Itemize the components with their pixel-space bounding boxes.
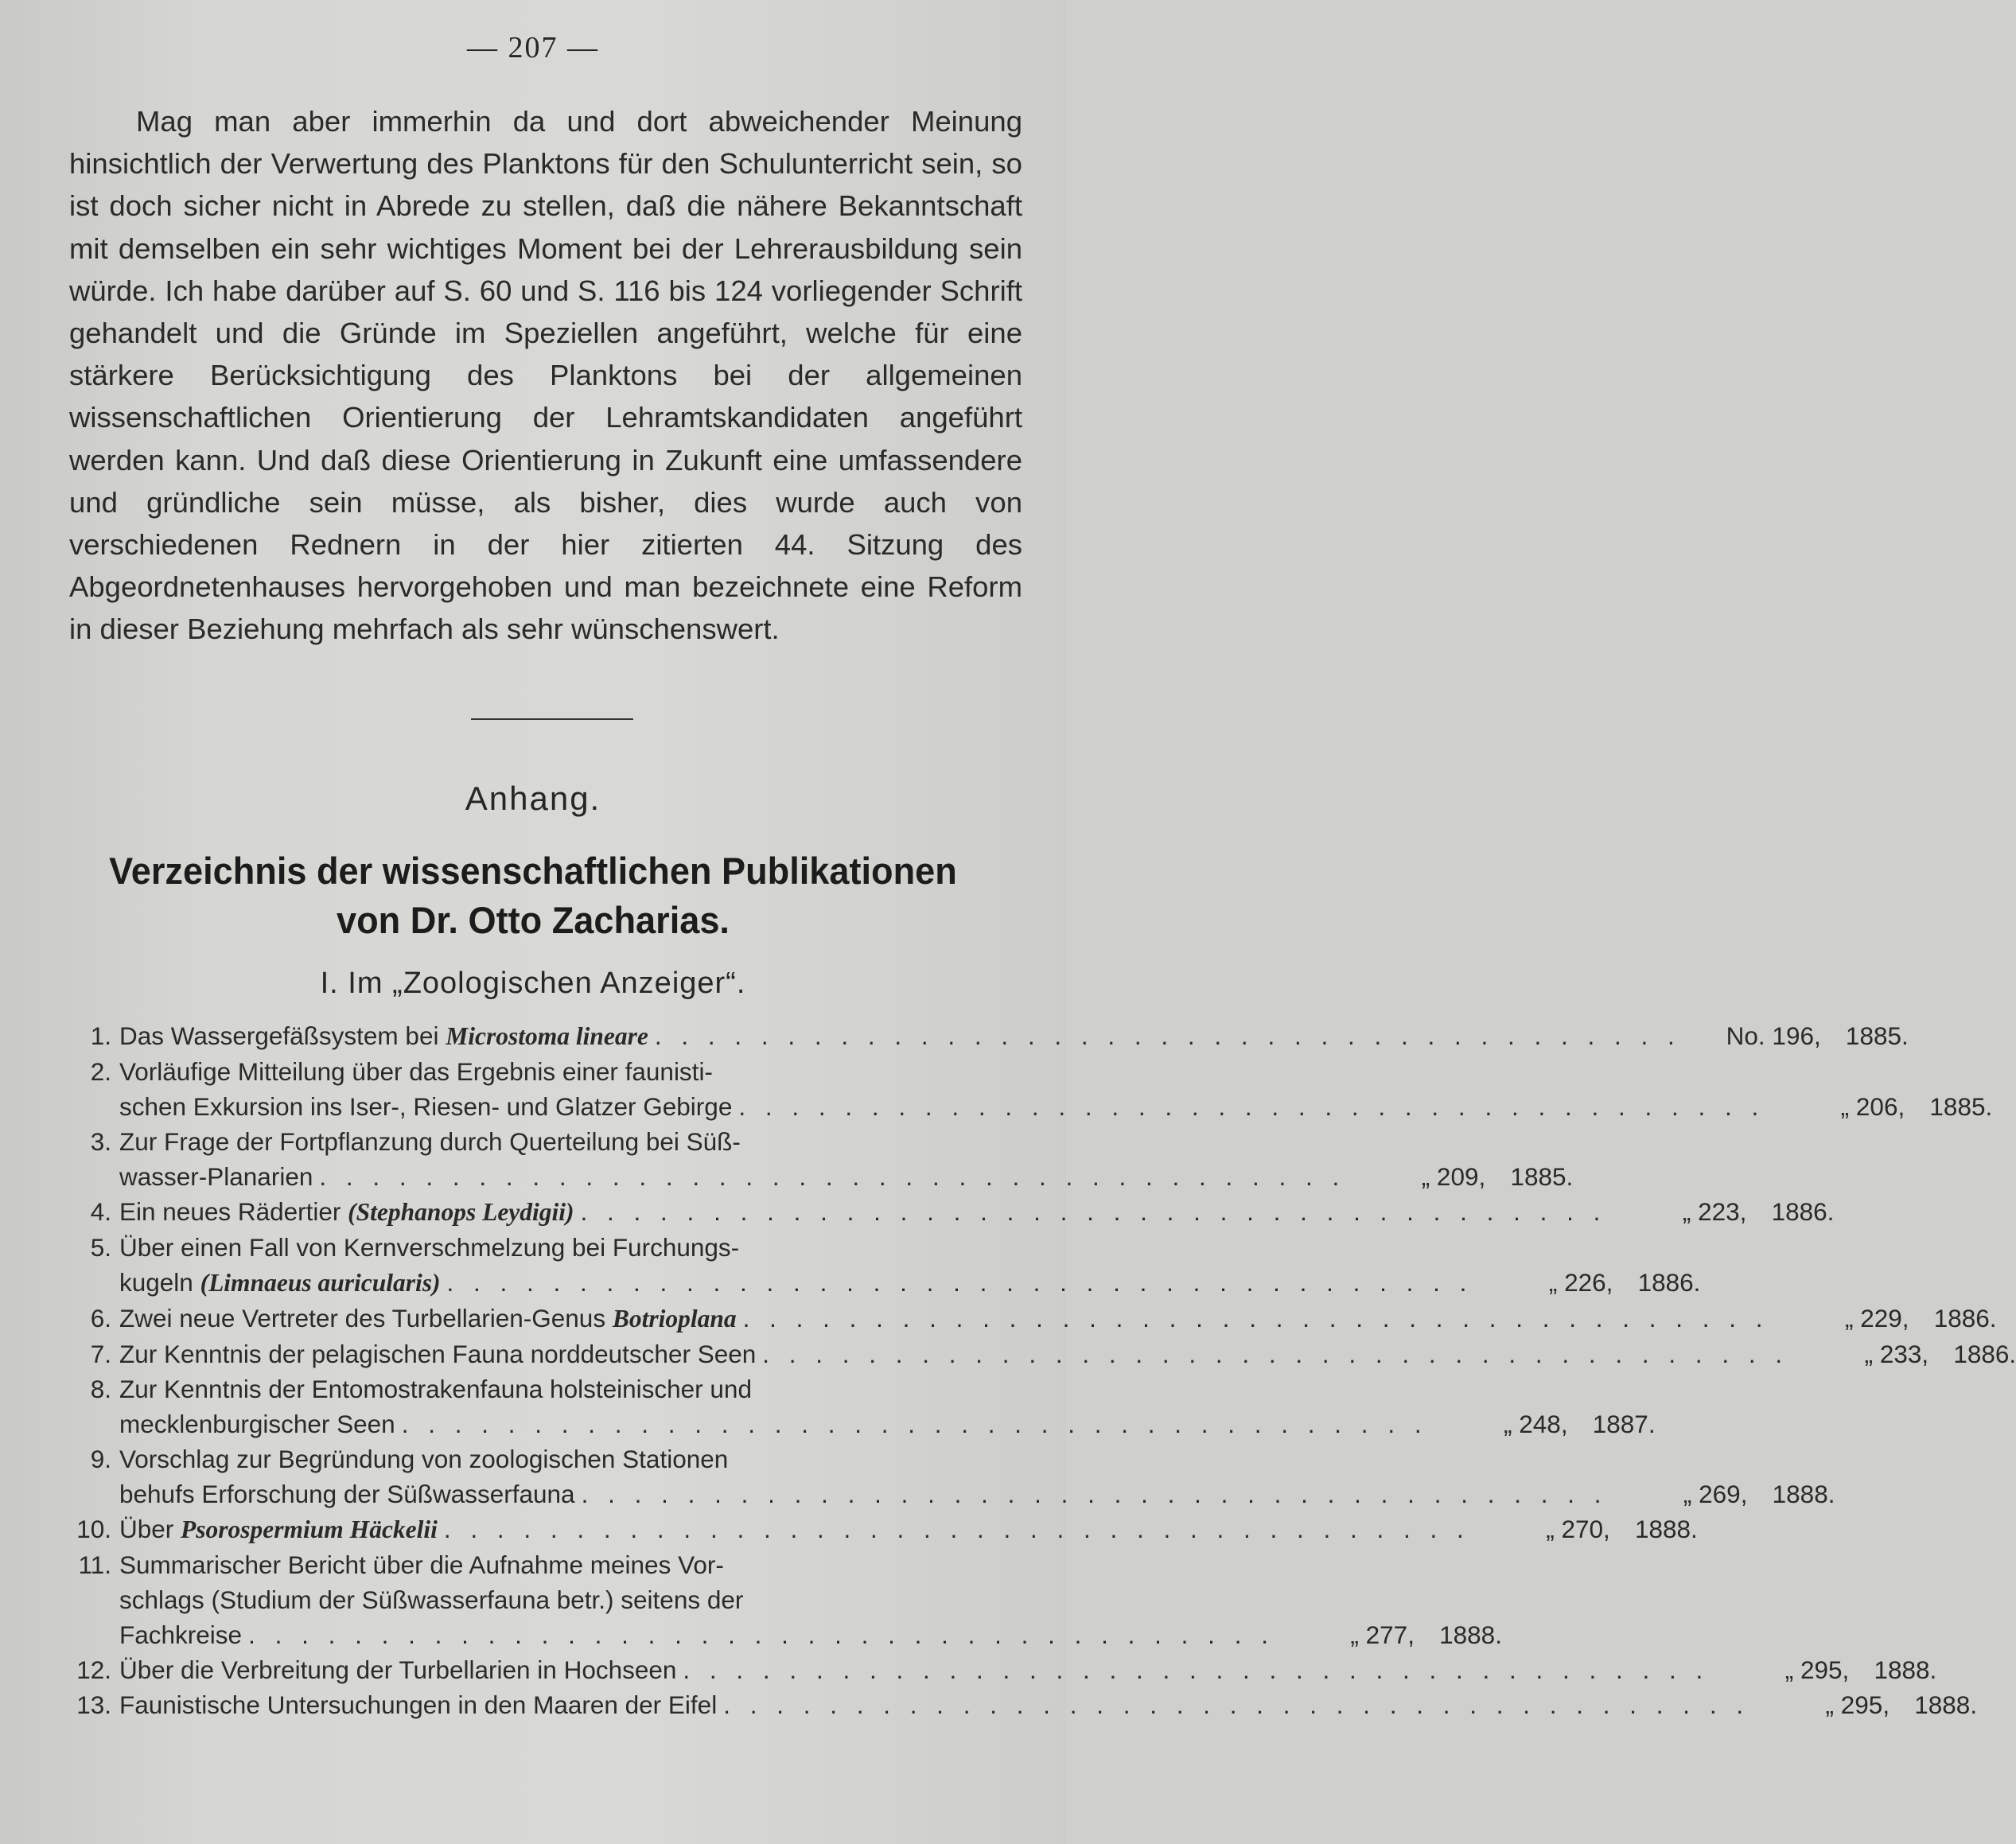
leader-dots: . . . . . . . . . . . . . . . . . . . . . . . . . . . . . . . . . . . . . . . <box>683 1655 1710 1684</box>
entry-body <box>119 1371 1656 1441</box>
leader-dots: . . . . . . . . . . . . . . . . . . . . . . . . . . . . . . . . . . . . . . . <box>654 1021 1681 1050</box>
entry-line <box>119 1476 1835 1511</box>
leader-dots: . . . . . . . . . . . . . . . . . . . . . . . . . . . . . . . . . . . . . . . <box>248 1620 1275 1649</box>
entry-title <box>119 1159 313 1194</box>
entry-line <box>119 1194 1834 1230</box>
entry-title <box>119 1652 676 1687</box>
entry-line <box>119 1089 1992 1124</box>
entry-number: 1. <box>90 1021 111 1050</box>
entry-reference: „ 229, <box>1844 1304 1909 1332</box>
entry-line <box>119 1687 1977 1722</box>
entry-year: 1886. <box>1771 1197 1835 1226</box>
entry-title-text: Zur Frage der Fortpflanzung durch Querteilung bei Süß- <box>119 1127 741 1156</box>
entry-reference: „ 277, <box>1350 1620 1415 1649</box>
entry-number: 2. <box>90 1057 111 1086</box>
entry-title-text: Ein neues Rädertier <box>119 1197 348 1226</box>
list-item <box>72 1301 1997 1336</box>
list-item <box>72 1547 1502 1652</box>
entry-species-name: Botrioplana <box>612 1305 737 1332</box>
entry-year: 1886. <box>1637 1268 1701 1297</box>
entry-reference: „ 269, <box>1683 1480 1748 1508</box>
entry-line <box>119 1265 1700 1301</box>
entry-line <box>119 1652 1936 1687</box>
entry-year: 1888. <box>1634 1515 1698 1543</box>
entry-year: 1885. <box>1845 1021 1909 1050</box>
entry-title <box>119 1018 648 1054</box>
entry-title <box>119 1194 574 1230</box>
list-item <box>72 1018 1909 1054</box>
entry-title-text: Über die Verbreitung der Turbellarien in Hochseen <box>119 1655 677 1684</box>
entry-body <box>119 1124 1573 1194</box>
entry-title <box>119 1089 732 1124</box>
entry-reference: No. 196, <box>1726 1021 1821 1050</box>
leader-dots: . . . . . . . . . . . . . . . . . . . . . . . . . . . . . . . . . . . . . . . <box>443 1515 1470 1543</box>
entry-body <box>119 1301 1997 1336</box>
entry-number: 12. <box>76 1655 111 1684</box>
entry-title-text: schen Exkursion ins Iser-, Riesen- und Glatzer Gebirge <box>119 1092 733 1121</box>
entry-title <box>119 1687 717 1722</box>
entry-line <box>119 1159 1573 1194</box>
entry-number: 10. <box>76 1515 111 1543</box>
entry-title <box>119 1336 756 1371</box>
leader-dots: . . . . . . . . . . . . . . . . . . . . . . . . . . . . . . . . . . . . . . . <box>762 1340 1789 1368</box>
entry-reference: „ 248, <box>1504 1410 1568 1438</box>
entry-species-name: (Stephanops Leydigii) <box>348 1198 574 1226</box>
entry-number: 13. <box>76 1690 111 1719</box>
list-title-line-2: von Dr. Otto Zacharias. <box>337 899 730 941</box>
entry-year: 1887. <box>1592 1410 1656 1438</box>
list-title <box>21 846 1045 945</box>
entry-title-text: Summarischer Bericht über die Aufnahme meines Vor- <box>119 1550 724 1579</box>
entry-species-name: (Limnaeus auricularis) <box>200 1269 441 1297</box>
entry-reference: „ 209, <box>1421 1162 1486 1191</box>
entry-title-text: schlags (Studium der Süßwasserfauna betr.) seitens der <box>119 1585 744 1614</box>
entry-year: 1888. <box>1772 1480 1835 1508</box>
entry-line <box>119 1301 1997 1336</box>
entry-title <box>119 1582 743 1617</box>
entry-body <box>119 1018 1909 1054</box>
entry-line <box>119 1054 1992 1089</box>
body-paragraph <box>69 100 1022 651</box>
entry-year: 1885. <box>1510 1162 1574 1191</box>
entry-title-text: Das Wassergefäßsystem bei <box>119 1021 446 1050</box>
list-item <box>72 1371 1656 1441</box>
entry-body <box>119 1652 1936 1687</box>
entry-title <box>119 1441 728 1476</box>
section-divider <box>471 718 633 720</box>
entry-species-name: Psorospermium Häckelii <box>181 1515 438 1543</box>
entry-reference: „ 295, <box>1784 1655 1850 1684</box>
entry-body <box>119 1230 1700 1301</box>
entry-title-text: Zur Kenntnis der pelagischen Fauna norddeutscher Seen <box>119 1340 757 1368</box>
entry-line <box>119 1124 1573 1159</box>
entry-body <box>119 1336 2016 1371</box>
entry-line <box>119 1511 1698 1547</box>
entry-title <box>119 1476 575 1511</box>
entry-number: 9. <box>90 1445 111 1473</box>
list-item <box>72 1336 2016 1371</box>
list-item <box>72 1054 1993 1124</box>
entry-line <box>119 1018 1909 1054</box>
entry-line <box>119 1441 1835 1476</box>
paragraph-text: Mag man aber immerhin da und dort abweichender Meinung hinsichtlich der Verwertung des Planktons für den Schulunterricht sein, so ist doch sicher nicht in Abrede zu stellen, daß die nähere Bekanntschaft mit demselben ein sehr wichtiges Moment bei der Lehrerausbildung sein würde. Ich habe darüber auf S. 60 und S. 116 bis 124 vorliegender Schrift gehandelt und die Gründe im Speziellen angeführt, welche für eine stärkere Berücksichtigung des Planktons bei der allgemeinen wissenschaftlichen Orientierung der Lehramtskandidaten angeführt werden kann. Und daß diese Orientierung in Zukunft eine umfassendere und gründliche sein müsse, als bisher, dies wurde auch von verschiedenen Rednern in der hier zitierten 44. Sitzung des Abgeordnetenhauses hervorgehoben und man bezeichnete eine Reform in dieser Beziehung mehrfach als sehr wünschenswert. <box>69 105 1022 646</box>
entry-species-name: Microstoma lineare <box>446 1022 648 1050</box>
leader-dots: . . . . . . . . . . . . . . . . . . . . . . . . . . . . . . . . . . . . . . . <box>723 1690 1750 1719</box>
entry-body <box>119 1687 1977 1722</box>
entry-body <box>119 1054 1992 1124</box>
entry-title <box>119 1371 752 1406</box>
entry-line <box>119 1406 1656 1441</box>
entry-number: 8. <box>90 1375 111 1403</box>
entry-title <box>119 1054 713 1089</box>
entry-title-text: Zwei neue Vertreter des Turbellarien-Genus <box>119 1304 613 1332</box>
entry-title-text: behufs Erforschung der Süßwasserfauna <box>119 1480 575 1508</box>
entry-body <box>119 1511 1698 1547</box>
list-item <box>72 1687 1978 1722</box>
entry-year: 1888. <box>1874 1655 1937 1684</box>
list-item <box>72 1124 1574 1194</box>
entry-title-text: Über einen Fall von Kernverschmelzung bei Furchungs- <box>119 1233 740 1262</box>
entry-title <box>119 1230 739 1265</box>
entry-body <box>119 1194 1834 1230</box>
list-item <box>72 1194 1835 1230</box>
entry-number: 7. <box>90 1340 111 1368</box>
publication-list <box>72 1018 2016 1722</box>
leader-dots: . . . . . . . . . . . . . . . . . . . . . . . . . . . . . . . . . . . . . . . <box>401 1410 1428 1438</box>
entry-reference: „ 206, <box>1840 1092 1905 1121</box>
leader-dots: . . . . . . . . . . . . . . . . . . . . . . . . . . . . . . . . . . . . . . . <box>581 1480 1608 1508</box>
entry-title <box>119 1547 724 1582</box>
entry-body <box>119 1547 1502 1652</box>
entry-number: 11. <box>78 1550 111 1579</box>
entry-body <box>119 1441 1835 1511</box>
entry-line <box>119 1582 1502 1617</box>
entry-reference: „ 295, <box>1825 1690 1890 1719</box>
entry-title-text: Vorläufige Mitteilung über das Ergebnis einer faunisti- <box>119 1057 713 1086</box>
list-title-line-1: Verzeichnis der wissenschaftlichen Publikationen <box>109 850 957 892</box>
section-heading: I. Im „Zoologischen Anzeiger“. <box>320 967 746 1000</box>
leader-dots: . . . . . . . . . . . . . . . . . . . . . . . . . . . . . . . . . . . . . . . <box>738 1092 1765 1121</box>
entry-reference: „ 223, <box>1682 1197 1747 1226</box>
entry-number: 5. <box>90 1233 111 1262</box>
entry-reference: „ 226, <box>1548 1268 1613 1297</box>
list-item <box>72 1652 1937 1687</box>
entry-title <box>119 1265 441 1301</box>
entry-title-text: Über <box>119 1515 181 1543</box>
entry-title-text: Vorschlag zur Begründung von zoologischen Stationen <box>119 1445 729 1473</box>
entry-title-text: wasser-Planarien <box>119 1162 313 1191</box>
entry-line <box>119 1336 2016 1371</box>
entry-year: 1888. <box>1439 1620 1502 1649</box>
entry-title-text: Zur Kenntnis der Entomostrakenfauna holsteinischer und <box>119 1375 752 1403</box>
list-item <box>72 1230 1701 1301</box>
appendix-label: Anhang. <box>465 780 601 817</box>
entry-title <box>119 1617 242 1652</box>
leader-dots: . . . . . . . . . . . . . . . . . . . . . . . . . . . . . . . . . . . . . . . <box>580 1197 1607 1226</box>
entry-title-text: kugeln <box>119 1268 200 1297</box>
entry-year: 1885. <box>1929 1092 1993 1121</box>
entry-title-text: Faunistische Untersuchungen in den Maaren der Eifel <box>119 1690 718 1719</box>
list-item <box>72 1511 1698 1547</box>
leader-dots: . . . . . . . . . . . . . . . . . . . . . . . . . . . . . . . . . . . . . . . <box>446 1268 1473 1297</box>
leader-dots: . . . . . . . . . . . . . . . . . . . . . . . . . . . . . . . . . . . . . . . <box>319 1162 1346 1191</box>
entry-title <box>119 1301 737 1336</box>
entry-year: 1886. <box>1953 1340 2016 1368</box>
entry-year: 1886. <box>1933 1304 1997 1332</box>
entry-title-text: Fachkreise <box>119 1620 243 1649</box>
entry-title <box>119 1511 438 1547</box>
entry-title-text: mecklenburgischer Seen <box>119 1410 395 1438</box>
entry-line <box>119 1371 1656 1406</box>
entry-reference: „ 270, <box>1546 1515 1610 1543</box>
page-number: — 207 — <box>467 31 599 64</box>
entry-year: 1888. <box>1914 1690 1978 1719</box>
leader-dots: . . . . . . . . . . . . . . . . . . . . . . . . . . . . . . . . . . . . . . . <box>742 1304 1769 1332</box>
list-item <box>72 1441 1835 1511</box>
entry-number: 4. <box>90 1197 111 1226</box>
entry-number: 3. <box>90 1127 111 1156</box>
entry-line <box>119 1230 1700 1265</box>
entry-reference: „ 233, <box>1864 1340 1929 1368</box>
entry-title <box>119 1406 395 1441</box>
entry-line <box>119 1617 1502 1652</box>
entry-number: 6. <box>90 1304 111 1332</box>
entry-title <box>119 1124 741 1159</box>
entry-line <box>119 1547 1502 1582</box>
